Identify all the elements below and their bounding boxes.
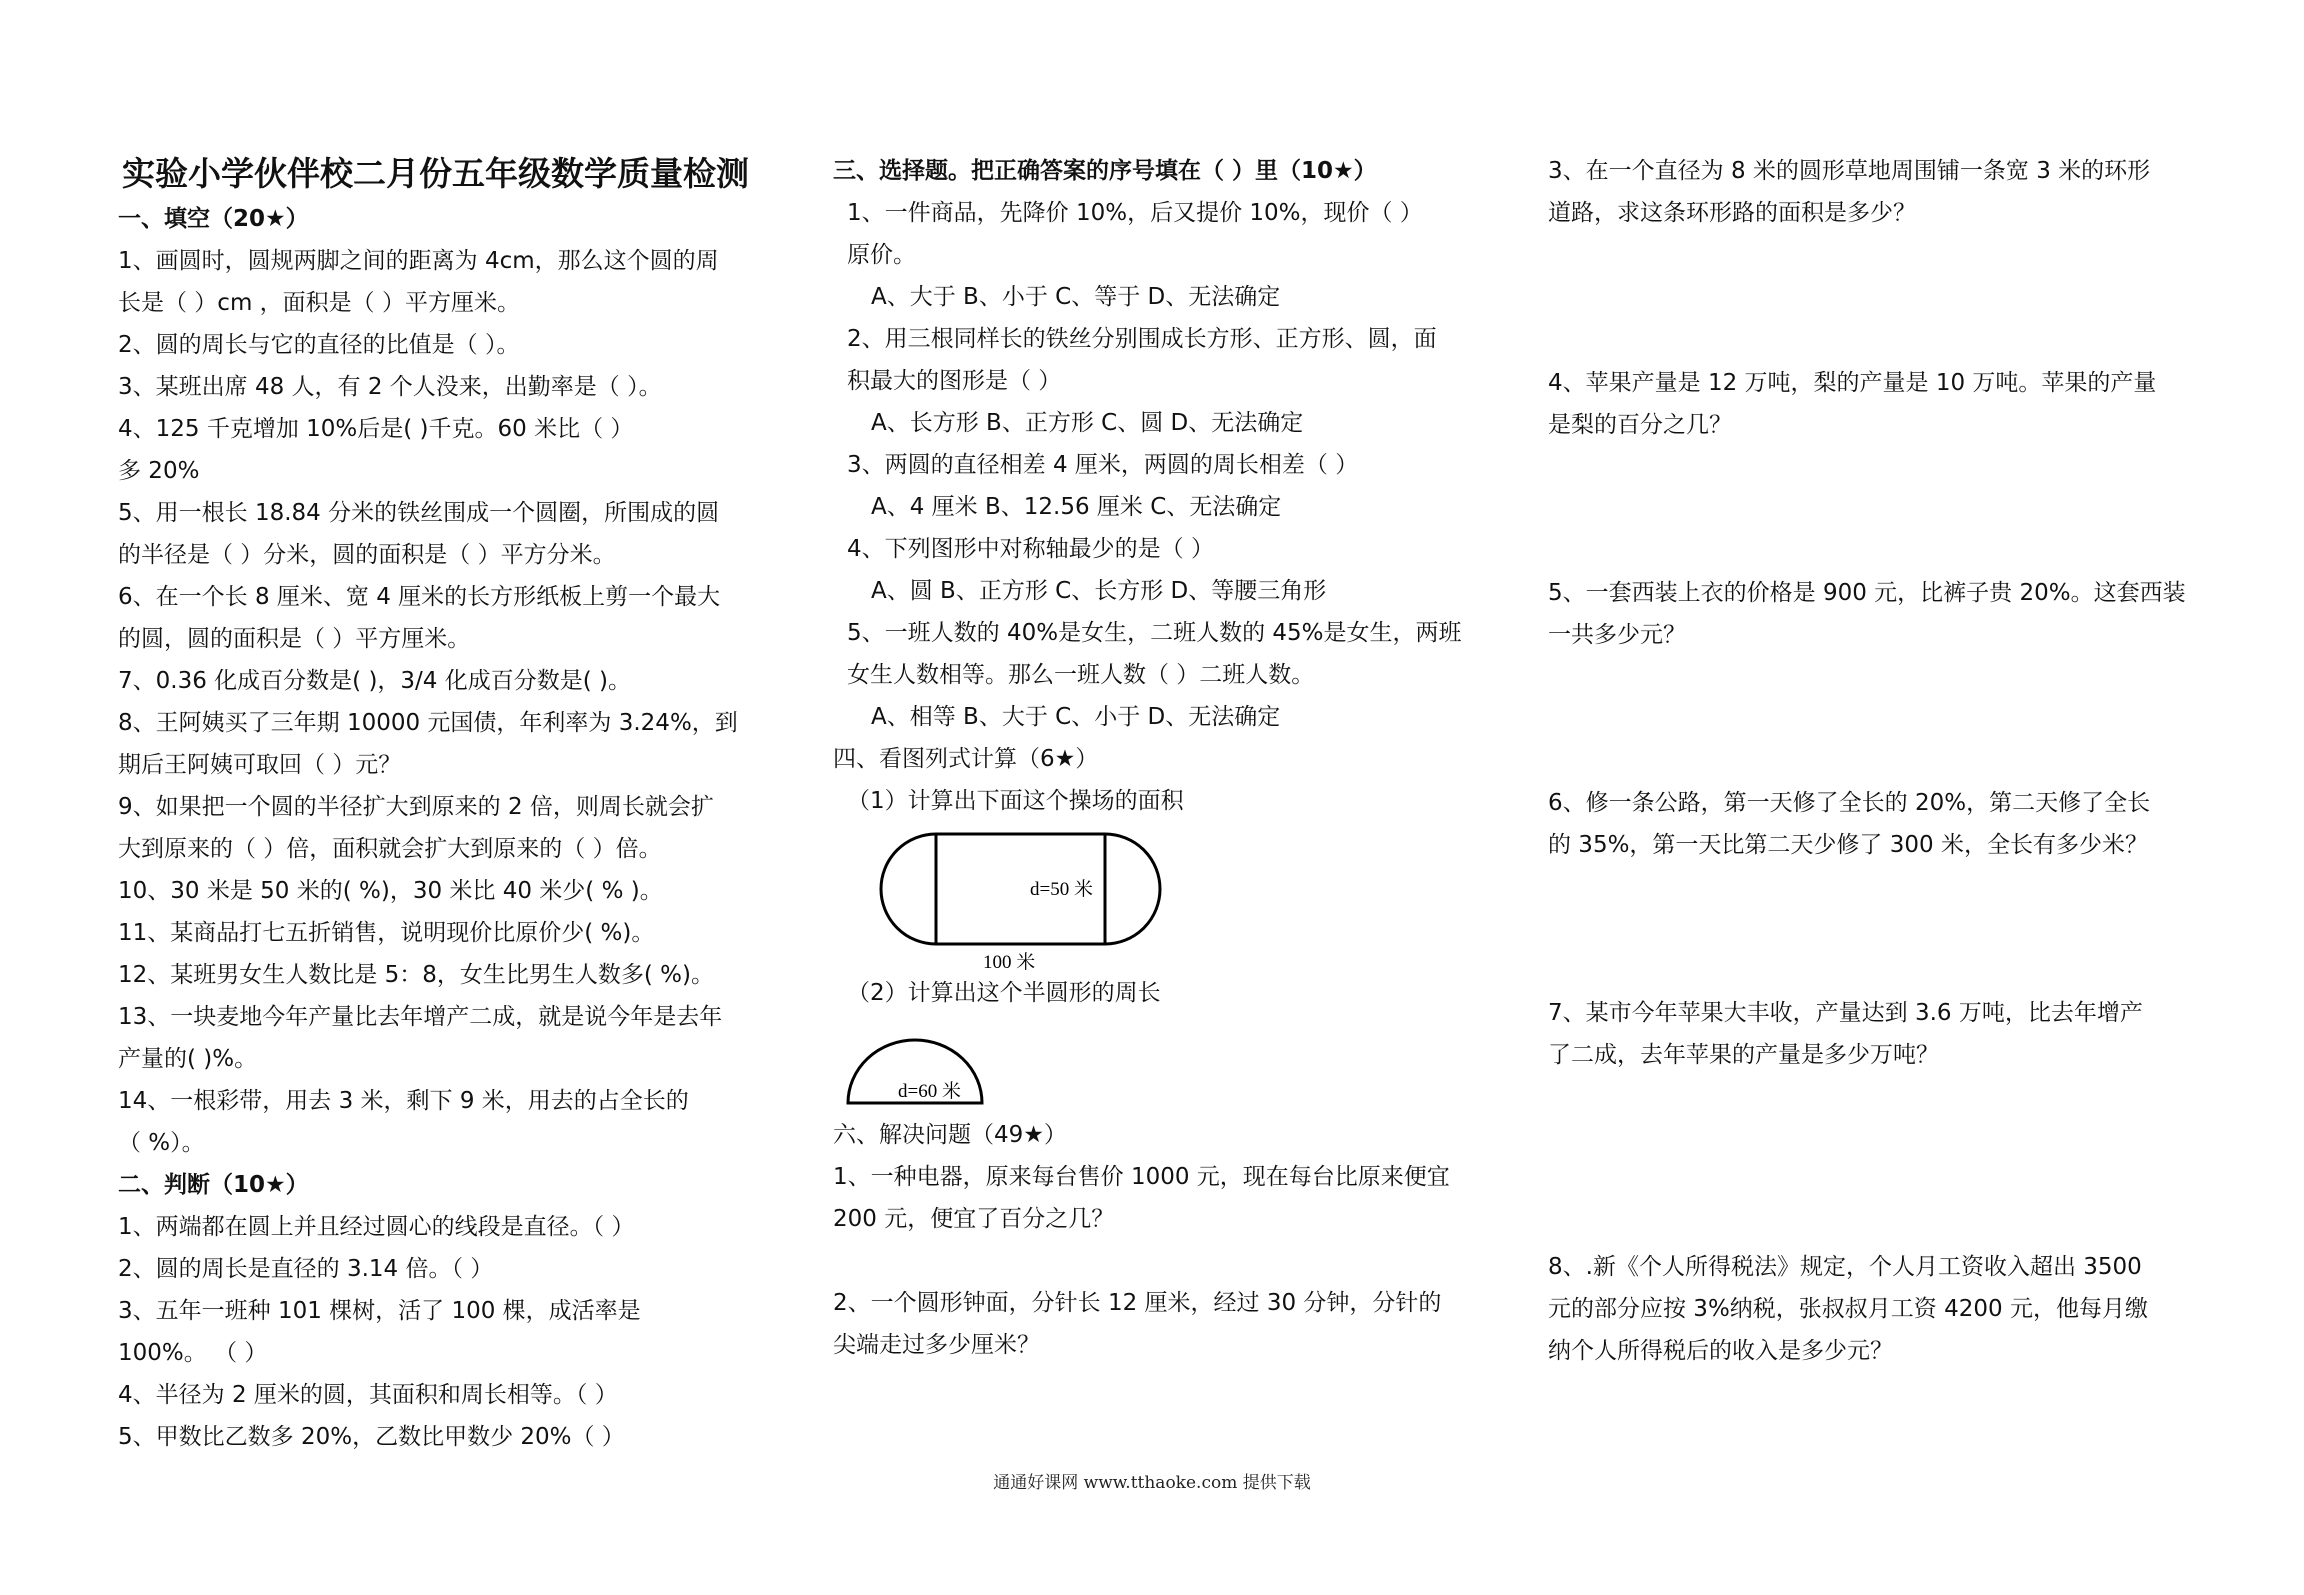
left-line: 的半径是（ ）分米，圆的面积是（ ）平方分米。 (118, 542, 616, 568)
solve-q1-line2: 200 元，便宜了百分之几？ (833, 1206, 1115, 1232)
choice-options: A、长方形 B、正方形 C、圆 D、无法确定 (871, 410, 1304, 436)
left-line: 产量的( )%。 (118, 1046, 258, 1072)
semicircle-diagram (833, 1014, 1493, 1114)
solve-q7 (1548, 992, 2208, 1246)
solve-q7-line1: 7、某市今年苹果大丰收，产量达到 3.6 万吨，比去年增产 (1548, 1000, 2143, 1026)
solve-q4 (1548, 362, 2208, 572)
left-line: 长是（ ）cm ，面积是（ ）平方厘米。 (118, 290, 520, 316)
left-line: 12、某班男女生人数比是 5：8，女生比男生人数多( %)。 (118, 962, 714, 988)
footer-source: 通通好课网 www.tthaoke.com 提供下载 (993, 1473, 1311, 1493)
stadium-outline (881, 834, 1160, 944)
solve-q2-line2: 尖端走过多少厘米？ (833, 1332, 1040, 1358)
figure1-stadium (833, 822, 1493, 972)
solve-q8 (1548, 1246, 2208, 1372)
left-line: 2、圆的周长是直径的 3.14 倍。（ ） (118, 1256, 494, 1282)
left-line: 1、画圆时，圆规两脚之间的距离为 4cm，那么这个圆的周 (118, 248, 719, 274)
solve-q8-line1: 8、.新《个人所得税法》规定，个人月工资收入超出 3500 (1548, 1254, 2142, 1280)
choice-question-line: 5、一班人数的 40%是女生，二班人数的 45%是女生，两班 (847, 620, 1462, 646)
choice-question-line: 原价。 (847, 242, 916, 268)
choice-question-line: 女生人数相等。那么一班人数（ ）二班人数。 (847, 662, 1315, 688)
left-line: 5、甲数比乙数多 20%，乙数比甲数少 20%（ ） (118, 1424, 625, 1450)
left-line: 7、0.36 化成百分数是( )，3/4 化成百分数是( )。 (118, 668, 631, 694)
column-middle (833, 150, 1493, 1366)
solve-q4-line1: 4、苹果产量是 12 万吨，梨的产量是 10 万吨。苹果的产量 (1548, 370, 2157, 396)
solve-q3-line1: 3、在一个直径为 8 米的圆形草地周围铺一条宽 3 米的环形 (1548, 158, 2151, 184)
choice-question-line: 2、用三根同样长的铁丝分别围成长方形、正方形、圆，面 (847, 326, 1437, 352)
solve-q5-line1: 5、一套西装上衣的价格是 900 元，比裤子贵 20%。这套西装 (1548, 580, 2186, 606)
left-line: 大到原来的（ ）倍，面积就会扩大到原来的（ ）倍。 (118, 836, 662, 862)
fill-blank-and-judge-section (118, 198, 778, 1458)
solve-q5 (1548, 572, 2208, 782)
solve-q5-line2: 一共多少元？ (1548, 622, 1686, 648)
choice-question-line: 积最大的图形是（ ） (847, 368, 1062, 394)
left-line: 3、某班出席 48 人，有 2 个人没来，出勤率是（ ）。 (118, 374, 662, 400)
column-left (118, 150, 778, 1458)
figure2-semicircle (833, 1014, 1493, 1114)
choice-section (833, 192, 1493, 738)
left-line: 二、判断（10★） (118, 1172, 309, 1198)
left-line: 6、在一个长 8 厘米、宽 4 厘米的长方形纸板上剪一个最大 (118, 584, 721, 610)
choice-section-heading: 三、选择题。把正确答案的序号填在（ ）里（10★） (833, 158, 1377, 184)
stadium-length-label: 100 米 (983, 952, 1036, 972)
solve-q6-line1: 6、修一条公路，第一天修了全长的 20%，第二天修了全长 (1548, 790, 2151, 816)
solve-q6 (1548, 782, 2208, 992)
left-line: 11、某商品打七五折销售，说明现价比原价少( %)。 (118, 920, 655, 946)
left-line: 一、填空（20★） (118, 206, 309, 232)
figure1-caption: （1）计算出下面这个操场的面积 (847, 788, 1184, 814)
solve-q3-line2: 道路，求这条环形路的面积是多少？ (1548, 200, 1916, 226)
left-line: 多 20% (118, 458, 200, 484)
left-line: 4、半径为 2 厘米的圆，其面积和周长相等。（ ） (118, 1382, 618, 1408)
left-line: 5、用一根长 18.84 分米的铁丝围成一个圆圈，所围成的圆 (118, 500, 720, 526)
solve-q8-line2: 元的部分应按 3%纳税，张叔叔月工资 4200 元，他每月缴 (1548, 1296, 2148, 1322)
left-line: 期后王阿姨可取回（ ）元？ (118, 752, 402, 778)
left-line: 100%。 （ ） (118, 1340, 268, 1366)
left-line: 3、五年一班种 101 棵树，活了 100 棵，成活率是 (118, 1298, 641, 1324)
stadium-diameter-label: d=50 米 (1030, 879, 1093, 900)
left-line: 的圆，圆的面积是（ ）平方厘米。 (118, 626, 471, 652)
stadium-diagram (833, 822, 1493, 972)
solve-q3 (1548, 150, 2208, 362)
semicircle-diameter-label: d=60 米 (898, 1081, 961, 1102)
solve-q8-line3: 纳个人所得税后的收入是多少元？ (1548, 1338, 1893, 1364)
left-line: 13、一块麦地今年产量比去年增产二成，就是说今年是去年 (118, 1004, 723, 1030)
choice-options: A、相等 B、大于 C、小于 D、无法确定 (871, 704, 1281, 730)
solve-q7-line2: 了二成，去年苹果的产量是多少万吨？ (1548, 1042, 1939, 1068)
left-line: 4、125 千克增加 10%后是( )千克。60 米比（ ） (118, 416, 634, 442)
solve-q1-line1: 1、一种电器，原来每台售价 1000 元，现在每台比原来便宜 (833, 1164, 1450, 1190)
choice-question-line: 1、一件商品，先降价 10%，后又提价 10%，现价（ ） (847, 200, 1423, 226)
figure2-caption: （2）计算出这个半圆形的周长 (847, 980, 1161, 1006)
left-line: 14、一根彩带，用去 3 米，剩下 9 米，用去的占全长的 (118, 1088, 689, 1114)
column-right (1548, 150, 2208, 1372)
left-line: 8、王阿姨买了三年期 10000 元国债，年利率为 3.24%，到 (118, 710, 738, 736)
choice-question-line: 4、下列图形中对称轴最少的是（ ） (847, 536, 1214, 562)
solve-q6-line2: 的 35%，第一天比第二天少修了 300 米，全长有多少米？ (1548, 832, 2148, 858)
choice-question-line: 3、两圆的直径相差 4 厘米，两圆的周长相差（ ） (847, 452, 1359, 478)
page-title: 实验小学伙伴校二月份五年级数学质量检测 (122, 154, 749, 193)
left-line: （ %）。 (118, 1130, 205, 1156)
left-line: 10、30 米是 50 米的( %)，30 米比 40 米少( % )。 (118, 878, 663, 904)
solve-q2-line1: 2、一个圆形钟面，分针长 12 厘米，经过 30 分钟，分针的 (833, 1290, 1442, 1316)
left-line: 9、如果把一个圆的半径扩大到原来的 2 倍，则周长就会扩 (118, 794, 714, 820)
solve-section-heading: 六、解决问题（49★） (833, 1122, 1067, 1148)
solve-q4-line2: 是梨的百分之几？ (1548, 412, 1732, 438)
left-line: 2、圆的周长与它的直径的比值是（ ）。 (118, 332, 520, 358)
left-line: 1、两端都在圆上并且经过圆心的线段是直径。（ ） (118, 1214, 635, 1240)
choice-options: A、大于 B、小于 C、等于 D、无法确定 (871, 284, 1281, 310)
figure-section-heading: 四、看图列式计算（6★） (833, 746, 1099, 772)
choice-options: A、圆 B、正方形 C、长方形 D、等腰三角形 (871, 578, 1327, 604)
choice-options: A、4 厘米 B、12.56 厘米 C、无法确定 (871, 494, 1282, 520)
